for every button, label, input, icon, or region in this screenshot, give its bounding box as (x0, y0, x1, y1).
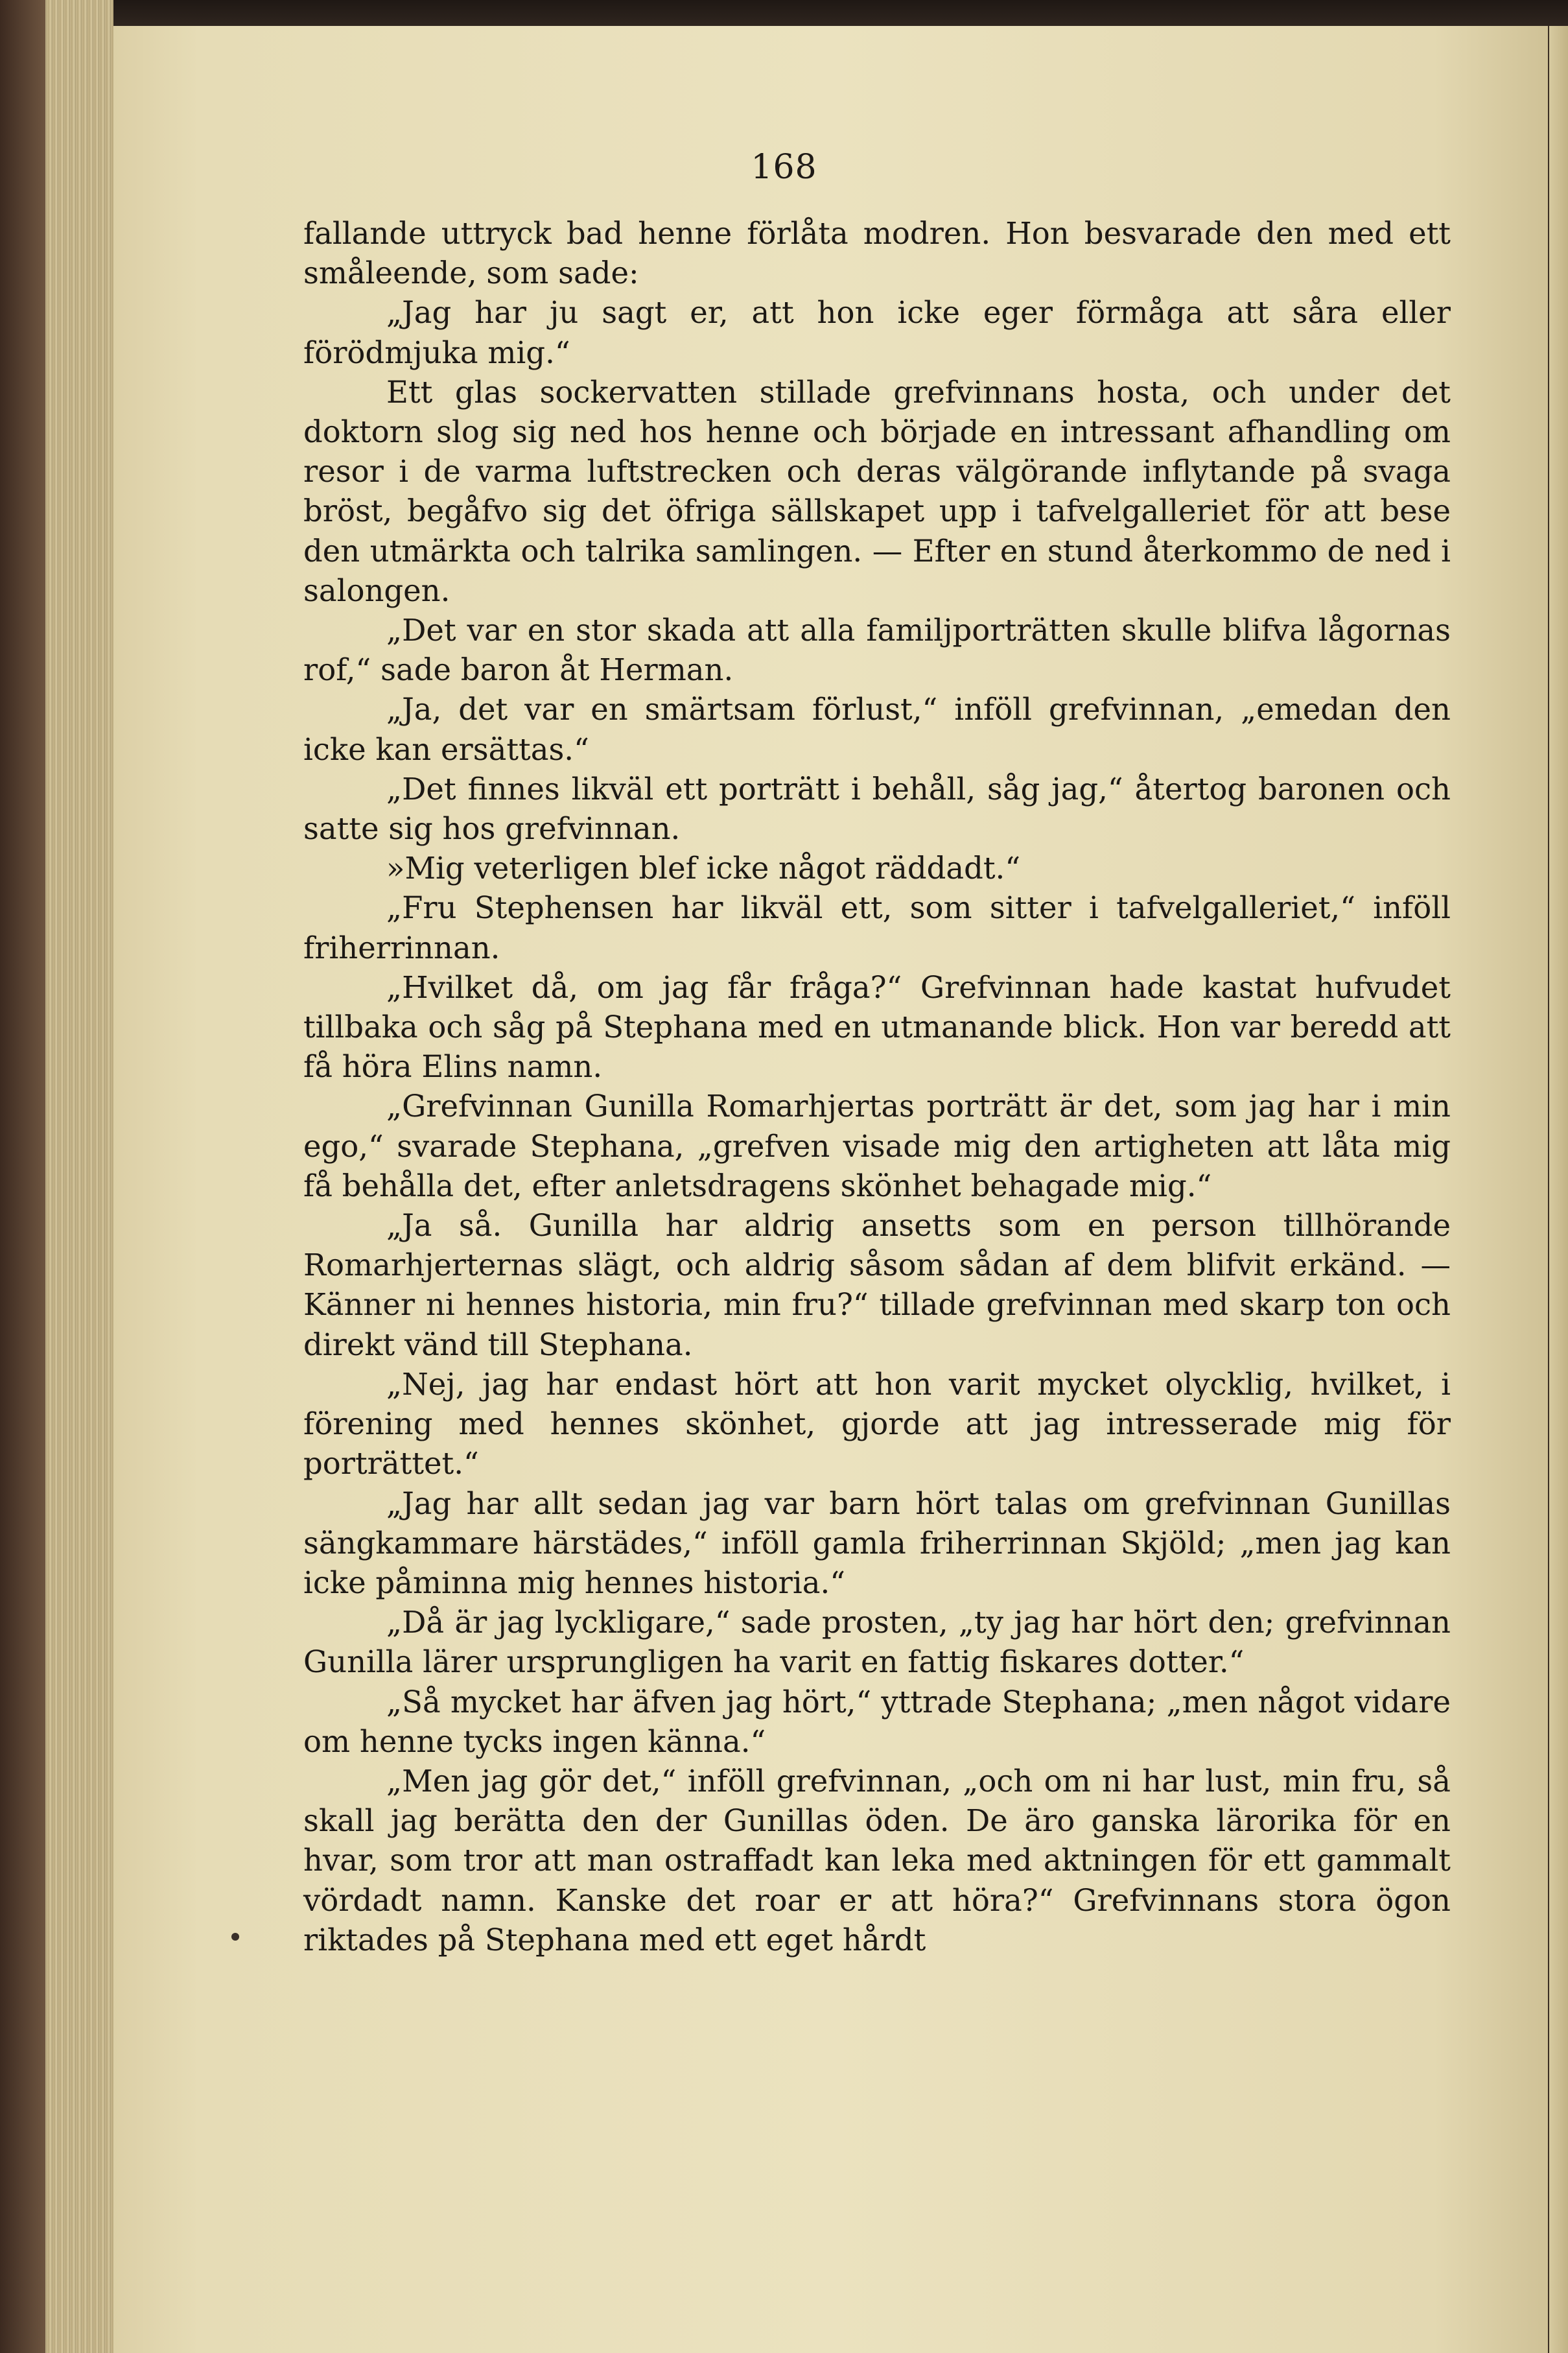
paragraph: „Ja så. Gunilla har aldrig ansetts som en person tillhörande Romarhjerternas slägt, och aldrig såsom sådan af dem blifvit erkänd. — Känner ni hennes historia, min fru?“ tillade grefvinnan med skarp ton och direkt vänd till Stephana. (303, 1208, 1451, 1362)
book-binding (0, 0, 45, 2353)
body-text (303, 214, 1451, 1960)
paragraph: Ett glas sockervatten stillade grefvinnans hosta, och under det doktorn slog sig ned hos henne och började en intressant afhandling om resor i de varma luftstrecken och deras välgörande inflytande på svaga bröst, begåfvo sig det öfriga sällskapet upp i tafvelgalleriet för att bese den utmärkta och talrika samlingen. — Efter en stund återkommo de ned i salongen. (303, 374, 1451, 608)
page-number: 168 (751, 148, 817, 187)
paragraph: „Då är jag lyckligare,“ sade prosten, „ty jag har hört den; grefvinnan Gunilla lärer ursprungligen ha varit en fattig fiskares dotter.“ (303, 1605, 1451, 1680)
paragraph: „Ja, det var en smärtsam förlust,“ inföll grefvinnan, „emedan den icke kan ersättas.“ (303, 692, 1451, 767)
paragraph: „Jag har ju sagt er, att hon icke eger förmåga att såra eller förödmjuka mig.“ (303, 295, 1451, 370)
next-page-edge (1549, 26, 1568, 2353)
paragraph: „Det finnes likväl ett porträtt i behåll, såg jag,“ återtog baronen och satte sig hos grefvinnan. (303, 771, 1451, 847)
paragraph: »Mig veterligen blef icke något räddadt.“ (386, 851, 1021, 886)
paragraph: „Fru Stephensen har likväl ett, som sitter i tafvelgalleriet,“ inföll friherrinnan. (303, 890, 1451, 965)
paragraph: „Jag har allt sedan jag var barn hört talas om grefvinnan Gunillas sängkammare härstädes,“ inföll gamla friherrinnan Skjöld; „men jag kan icke påminna mig hennes historia.“ (303, 1485, 1451, 1600)
paragraph: „Det var en stor skada att alla familjporträtten skulle blifva lågornas rof,“ sade baron åt Herman. (303, 613, 1451, 688)
paragraph: „Grefvinnan Gunilla Romarhjertas porträtt är det, som jag har i min ego,“ svarade Stephana, „grefven visade mig den artigheten att låta mig få behålla det, efter anletsdragens skönhet behagade mig.“ (303, 1089, 1451, 1203)
paragraph: fallande uttryck bad henne förlåta modren. Hon besvarade den med ett småleende, som sade: (303, 216, 1451, 291)
paragraph: „Så mycket har äfven jag hört,“ yttrade Stephana; „men något vidare om henne tycks ingen känna.“ (303, 1684, 1451, 1759)
paragraph: „Nej, jag har endast hört att hon varit mycket olycklig, hvilket, i förening med hennes skönhet, gjorde att jag intresserade mig för porträttet.“ (303, 1366, 1451, 1482)
paragraph: „Men jag gör det,“ inföll grefvinnan, „och om ni har lust, min fru, så skall jag berätta den der Gunillas öden. De äro ganska lärorika för en hvar, som tror att man ostraffadt kan leka med aktningen för ett gammalt vördadt namn. Kanske det roar er att höra?“ Grefvinnans stora ögon riktades på Stephana med ett eget hårdt (303, 1763, 1451, 1957)
margin-dot (231, 1933, 239, 1941)
paragraph: „Hvilket då, om jag får fråga?“ Grefvinnan hade kastat hufvudet tillbaka och såg på Stephana med en utmanande blick. Hon var beredd att få höra Elins namn. (303, 969, 1451, 1085)
